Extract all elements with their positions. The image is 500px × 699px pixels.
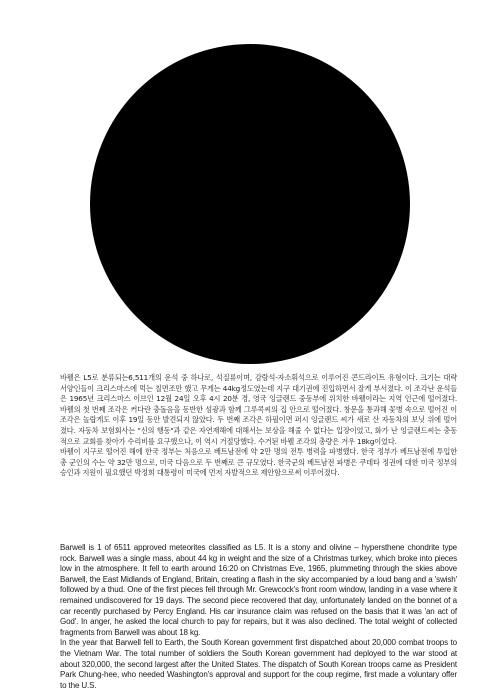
english-paragraph-2: In the year that Barwell fell to Earth, the South Korean government first dispatched about 20,000 combat troops to the Vietnam War. The total number of soldiers the South Korean government had deployed to the war stood at about 320,000, the second largest after the United States. The dispatch of South Korean troops came as President Park Chung-hee, who needed Washington's approval and support for the coup regime, first made a voluntary offer to the U.S.: [60, 638, 457, 690]
english-paragraph-1: Barwell is 1 of 6511 approved meteorites classified as L5. It is a stony and olivine – hypersthene chondrite type rock. Barwell was a single mass, about 44 kg in weight and the size of a Christmas turkey, which broke into pieces low in the atmosphere. It fell to earth around 16:20 on Christmas Eve, 1965, plummeting through the skies above Barwell, the East Midlands of England, Britain, creating a flash in the sky accompanied by a loud bang and a 'swish' followed by a thud. One of the first pieces fell through Mr. Grewcock's front room window, landing in a vase where it remained undiscovered for 19 days. The second piece recovered that day, unfortunately landed on the bonnet of a car recently purchased by Percy England. His car insurance claim was refused on the basis that it was 'an act of God'. In anger, he asked the local church to pay for repairs, but it was also declined. The total weight of collected fragments from Barwell was about 18 kg.: [60, 543, 457, 637]
english-text-block: [60, 543, 457, 691]
korean-paragraph-1: 바웰은 L5로 분류되는6,511개의 운석 중 하나로, 석질류이며, 감람석-자소휘석으로 이루어진 콘드라이트 유형이다. 크기는 대략 서양인들이 크리스마스에 먹는 칠면조만 했고 무게는 44kg정도였는데 지구 대기권에 진입하면서 잘게 부서졌다. 이 조각난 운석들은 1965년 크리스마스 이브인 12월 24일 오후 4시 20분 경, 영국 잉글랜드 중동부에 위치한 바웰이라는 지역 인근에 떨어졌다. 바웰의 첫 번째 조각은 커다란 충돌음을 동반한 섬광과 함께 그루콕씨의 집 안으로 떨어졌다. 창문을 통과해 꽃병 속으로 떨어진 이 조각은 놀랍게도 이후 19일 동안 발견되지 않았다. 두 번째 조각은 하필이면 퍼시 잉글랜드 씨가 새로 산 자동차의 보닛 위에 떨어졌다. 자동차 보험회사는 "신의 행동"과 같은 자연재해에 대해서는 보상을 해줄 수 없다는 입장이었고, 화가 난 잉글랜드씨는 충동적으로 교회를 찾아가 수리비를 요구했으나, 이 역시 거절당했다. 수거된 바웰 조각의 총량은 겨우 18kg이었다.: [60, 373, 457, 446]
korean-paragraph-2: 바웰이 지구로 떨어진 해에 한국 정부는 처음으로 베트남전에 약 2만 명의 전투 병력을 파병했다. 한국 정부가 베트남전에 투입한 총 군인의 수는 약 32만 명으로, 미국 다음으로 두 번째로 큰 규모였다. 한국군의 베트남전 파병은 쿠데타 정권에 대한 미국 정부의 승인과 지원이 필요했던 박정희 대통령이 미국에 먼저 자발적으로 제안함으로써 이루어졌다.: [60, 447, 457, 478]
black-circle-disc: [90, 44, 410, 364]
korean-text-block: [60, 373, 457, 479]
